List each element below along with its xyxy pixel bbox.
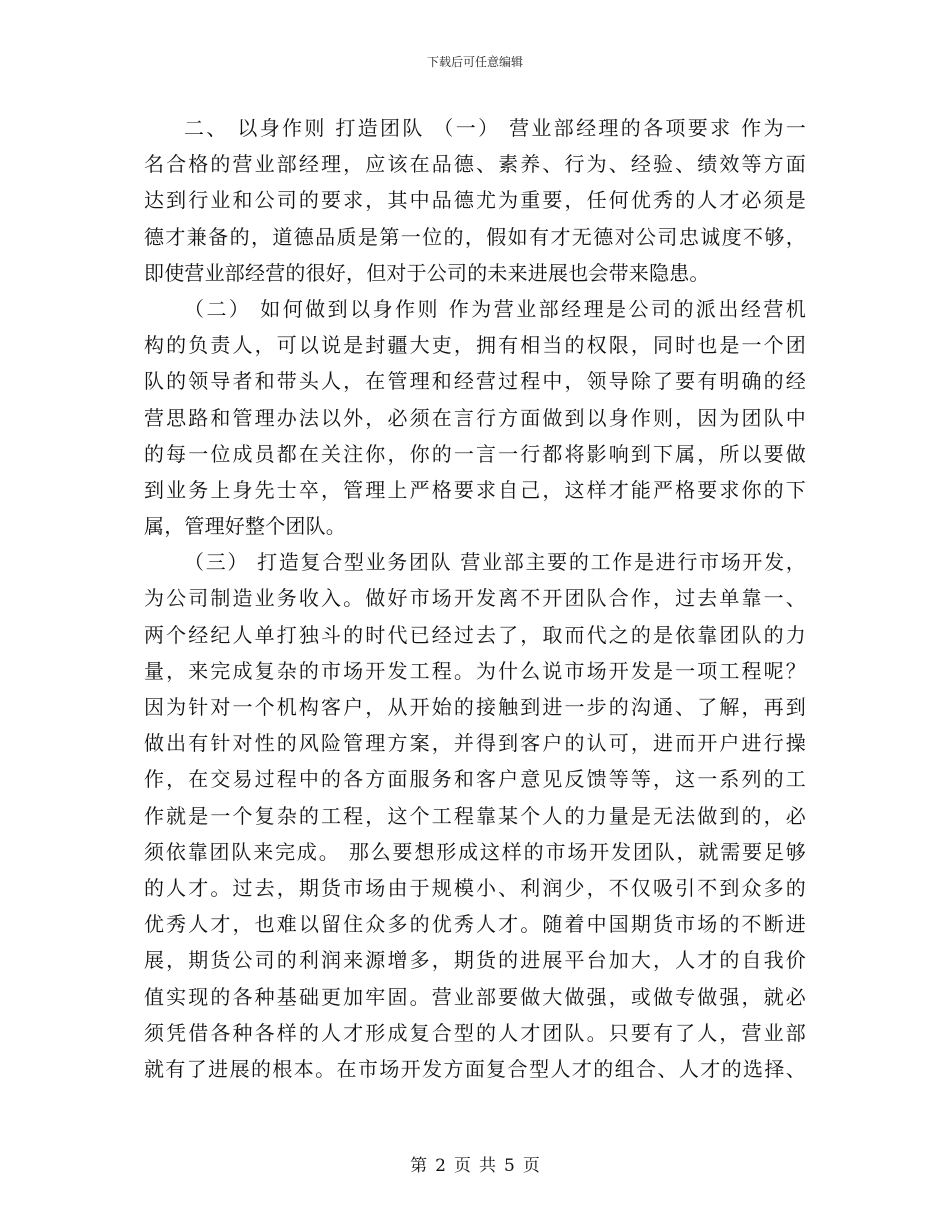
paragraph-2	[144, 291, 806, 544]
text-line: 二、 以身作则 打造团队 （一） 营业部经理的各项要求 作为一	[184, 116, 806, 140]
page-footer	[0, 1155, 950, 1177]
text-line: 值实现的各种基础更加牢固。营业部要做大做强，或做专做强，就必	[144, 984, 806, 1009]
text-line: （二） 如何做到以身作则 作为营业部经理是公司的派出经营机	[184, 296, 806, 321]
text-line: 做出有针对性的风险管理方案，并得到客户的认可，进而开户进行操	[144, 731, 806, 756]
paragraph-3	[144, 544, 806, 1087]
text-line: 须依靠团队来完成。 那么要想形成这样的市场开发团队，就需要足够	[144, 839, 806, 864]
text-line: 量，来完成复杂的市场开发工程。为什么说市场开发是一项工程呢？	[144, 658, 806, 683]
text-line: 两个经纪人单打独斗的时代已经过去了，取而代之的是依靠团队的力	[144, 622, 806, 647]
text-line: 到业务上身先士卒，管理上严格要求自己，这样才能严格要求你的下	[144, 477, 806, 502]
text-line: 属，管理好整个团队。	[144, 514, 346, 539]
text-line: 作就是一个复杂的工程，这个工程靠某个人的力量是无法做到的，必	[144, 803, 806, 828]
text-line: 优秀人才，也难以留住众多的优秀人才。随着中国期货市场的不断进	[144, 912, 806, 937]
text-line: 的每一位成员都在关注你，你的一言一行都将影响到下属，所以要做	[144, 441, 806, 466]
page-header: 下载后可任意编辑	[426, 55, 523, 69]
text-line: 因为针对一个机构客户，从开始的接触到进一步的沟通、了解，再到	[144, 695, 806, 719]
page-label-mid2: 共	[479, 1156, 496, 1176]
text-line: 即使营业部经营的很好，但对于公司的未来进展也会带来隐患。	[144, 260, 710, 285]
page-label-prefix: 第	[410, 1156, 428, 1176]
text-line: 展，期货公司的利润来源增多，期货的进展平台加大，人才的自我价	[144, 948, 806, 973]
paragraph-1	[144, 110, 806, 291]
text-line: 队的领导者和带头人，在管理和经营过程中，领导除了要有明确的经	[144, 369, 806, 394]
text-line: （三） 打造复合型业务团队 营业部主要的工作是进行市场开发，	[184, 550, 806, 575]
page-total: 5	[504, 1156, 515, 1176]
text-line: 作，在交易过程中的各方面服务和客户意见反馈等等，这一系列的工	[144, 767, 806, 792]
page-current: 2	[435, 1156, 446, 1176]
document-body	[144, 110, 806, 1087]
text-line: 达到行业和公司的要求，其中品德尤为重要，任何优秀的人才必须是	[144, 188, 806, 213]
page-label-mid1: 页	[454, 1156, 471, 1176]
text-line: 的人才。过去，期货市场由于规模小、利润少，不仅吸引不到众多的	[144, 875, 806, 900]
text-line: 就有了进展的根本。在市场开发方面复合型人才的组合、人才的选择、	[144, 1056, 806, 1081]
text-line: 为公司制造业务收入。做好市场开发离不开团队合作，过去单靠一、	[144, 586, 806, 611]
text-line: 构的负责人，可以说是封疆大吏，拥有相当的权限，同时也是一个团	[144, 333, 806, 358]
text-line: 营思路和管理办法以外，必须在言行方面做到以身作则，因为团队中	[144, 405, 806, 430]
text-line: 名合格的营业部经理，应该在品德、素养、行为、经验、绩效等方面	[144, 152, 806, 177]
page-label-suffix: 页	[522, 1156, 540, 1176]
text-line: 德才兼备的，道德品质是第一位的，假如有才无德对公司忠诚度不够，	[144, 224, 806, 249]
text-line: 须凭借各种各样的人才形成复合型的人才团队。只要有了人，营业部	[144, 1020, 806, 1045]
